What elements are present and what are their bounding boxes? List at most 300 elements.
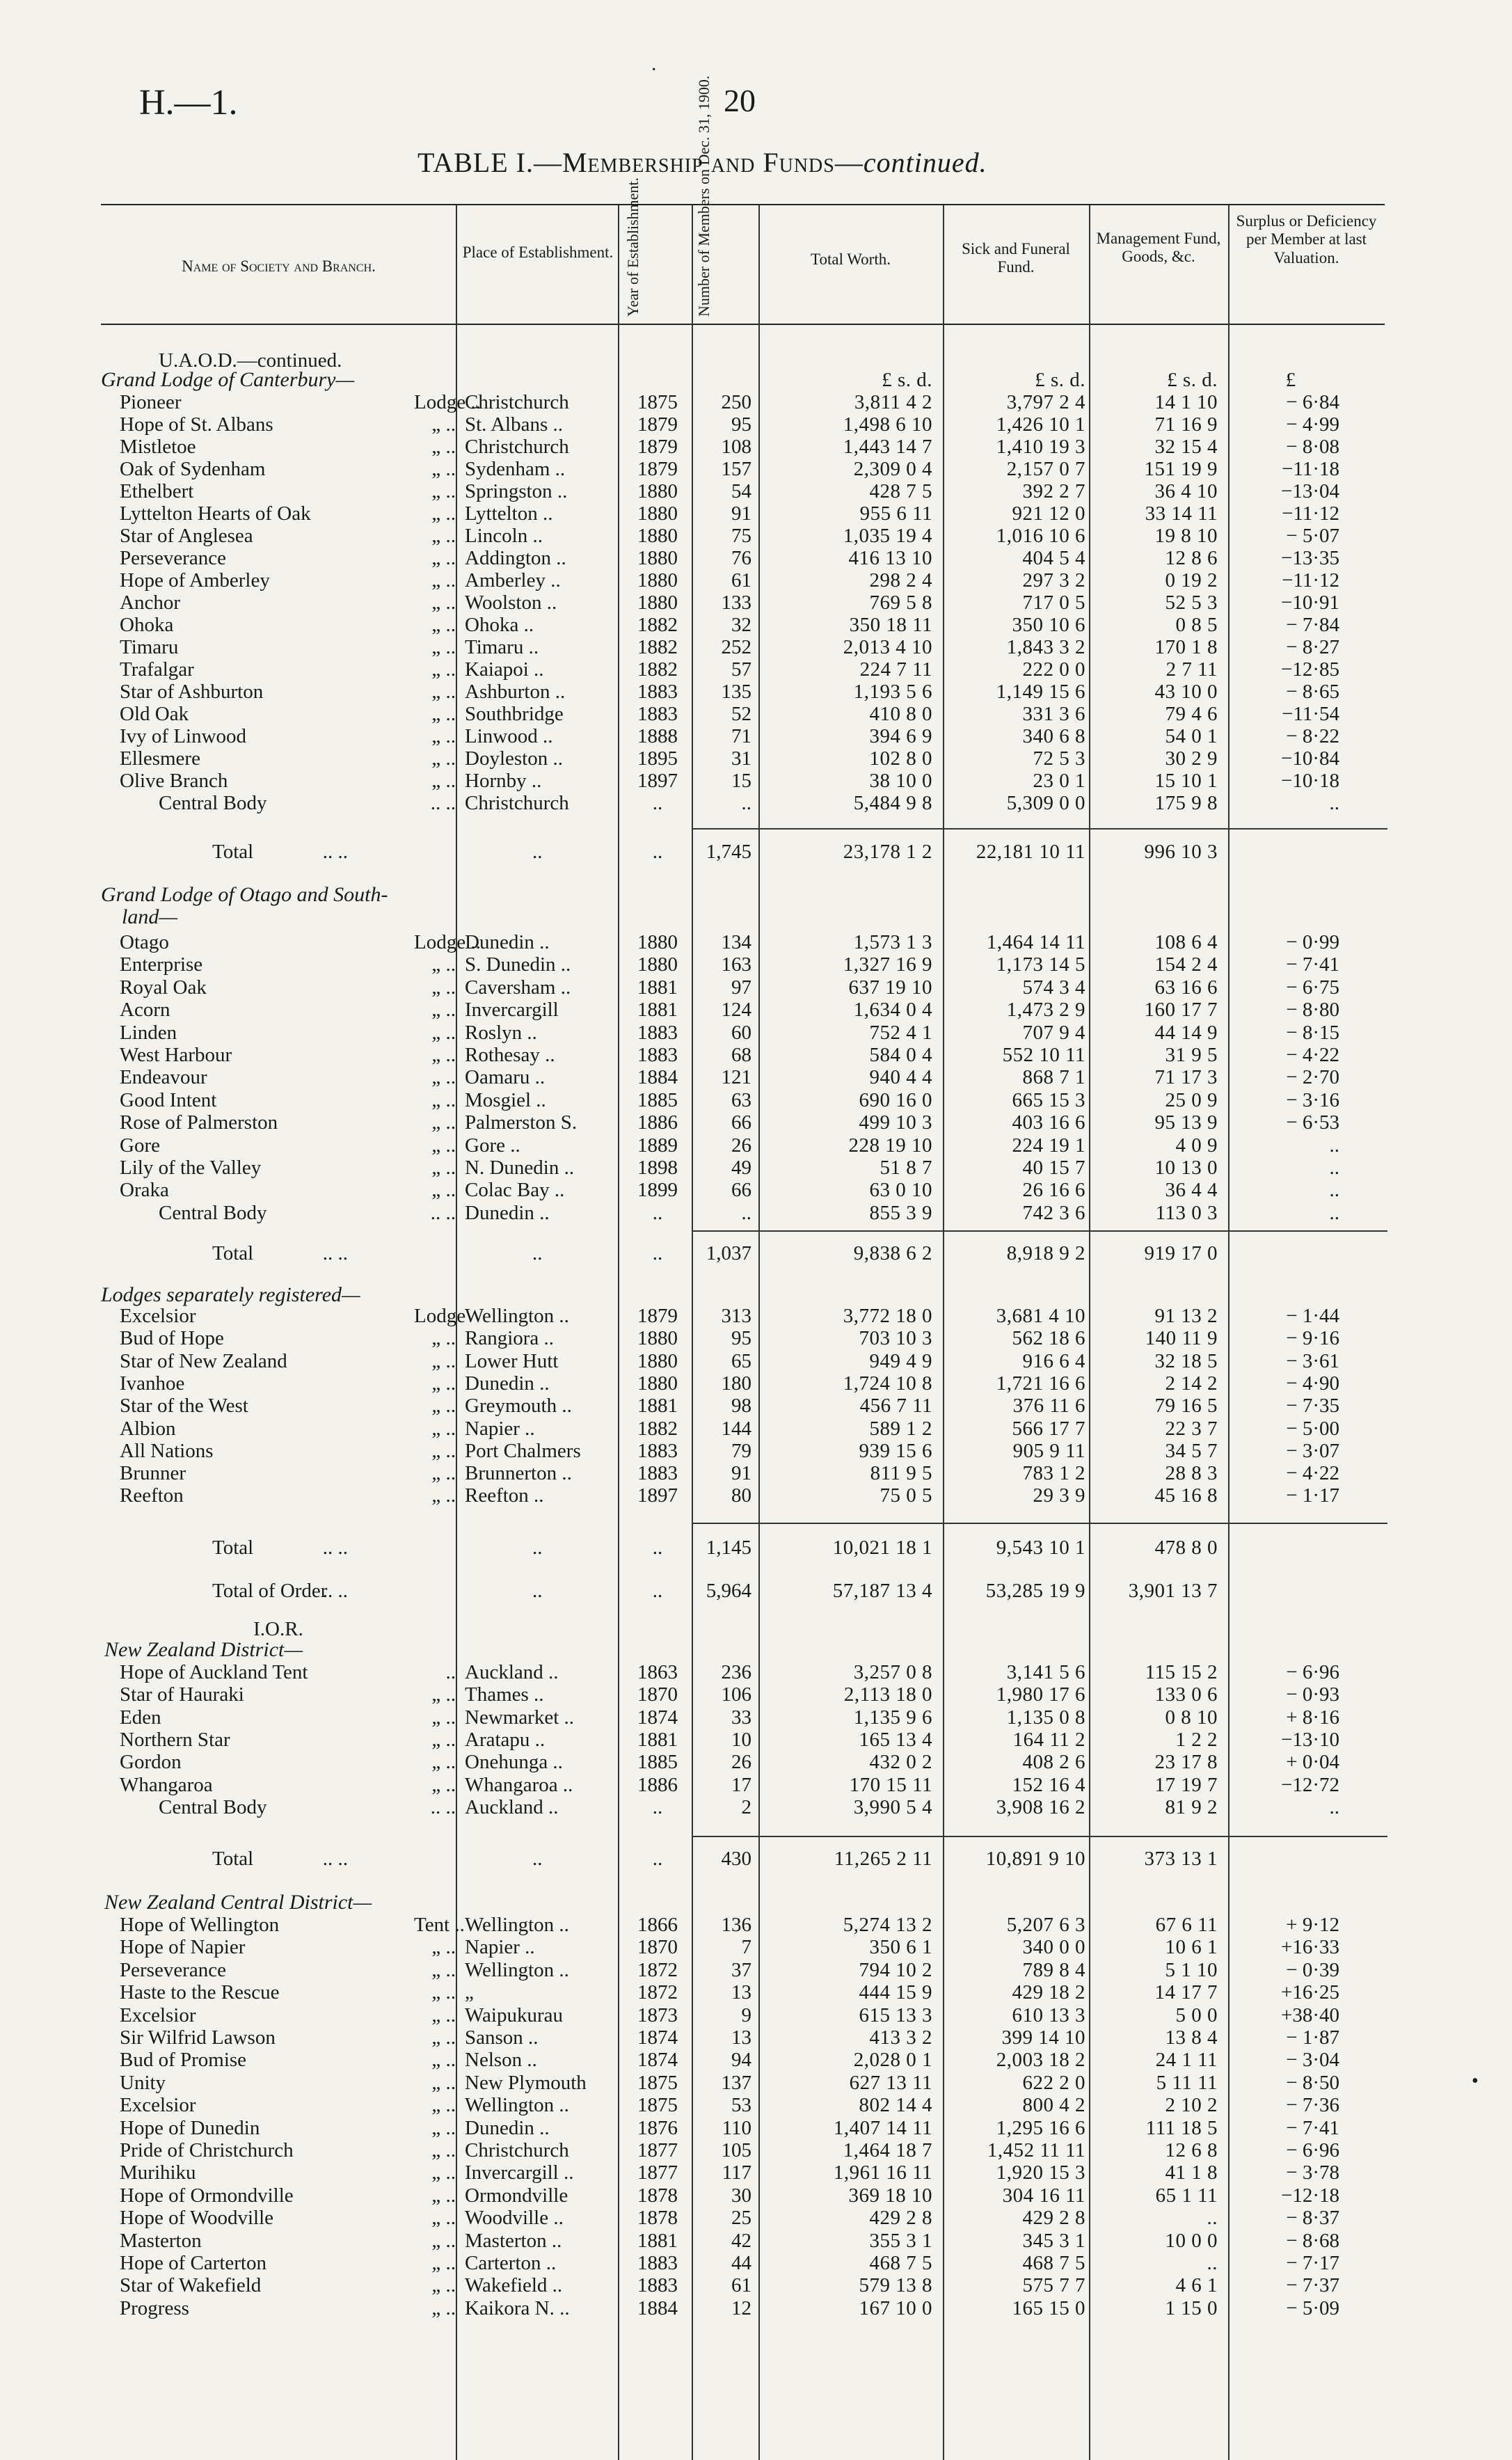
sick-funeral-fund: 2,157 0 7	[1006, 458, 1085, 480]
name-suffix: „ ..	[431, 1417, 456, 1440]
total-worth: 752 4 1	[869, 1021, 932, 1044]
society-name: Olive Branch	[120, 770, 228, 792]
total-row	[0, 841, 1512, 863]
management-fund: 79 16 5	[1154, 1395, 1218, 1418]
society-name: Murihiku	[120, 2161, 196, 2184]
name-suffix: „ ..	[431, 1773, 456, 1796]
total-worth: 1,573 1 3	[853, 931, 932, 953]
table-row	[0, 1134, 1512, 1157]
surplus-deficiency: − 8·08	[1286, 436, 1339, 458]
society-name: Excelsior	[120, 2003, 196, 2026]
total-worth: 63 0 10	[869, 1179, 932, 1202]
year-established: ..	[652, 1201, 663, 1224]
surplus-deficiency: − 7·41	[1286, 2116, 1339, 2139]
society-name: Hope of Amberley	[120, 569, 270, 592]
total-label: Total	[212, 1848, 254, 1870]
member-count: 136	[721, 1914, 751, 1936]
place-of-establishment: New Plymouth	[465, 2071, 587, 2094]
place-of-establishment: Springston ..	[465, 480, 568, 502]
member-count: 54	[731, 480, 751, 502]
sick-funeral-fund: 224 19 1	[1012, 1134, 1085, 1157]
name-suffix: „ ..	[431, 436, 456, 458]
name-suffix: „ ..	[431, 999, 456, 1022]
name-suffix: „ ..	[431, 1462, 456, 1485]
total-sick-fund: 9,543 10 1	[996, 1537, 1085, 1559]
society-name: Hope of St. Albans	[120, 413, 273, 436]
total-mgmt-fund: 373 13 1	[1144, 1848, 1218, 1870]
place-of-establishment: Woodville ..	[465, 2207, 564, 2230]
total-worth: 11,265 2 11	[834, 1848, 932, 1870]
society-name: Lyttelton Hearts of Oak	[120, 502, 311, 525]
sick-funeral-fund: 783 1 2	[1022, 1462, 1085, 1485]
total-worth: 57,187 13 4	[832, 1580, 932, 1602]
surplus-deficiency: ..	[1329, 1157, 1339, 1179]
management-fund: 14 1 10	[1154, 391, 1218, 413]
col-head-mgmt-fund: Management Fund, Goods, &c.	[1096, 230, 1221, 266]
year-established: 1885	[637, 1751, 678, 1774]
name-suffix: „ ..	[431, 681, 456, 703]
member-count: 91	[731, 502, 751, 525]
total-worth: 5,484 9 8	[853, 792, 932, 814]
sick-funeral-fund: 376 11 6	[1012, 1395, 1085, 1418]
col-head-year: Year of Establishment.	[624, 177, 642, 317]
name-suffix: „ ..	[431, 592, 456, 614]
total-worth: 855 3 9	[869, 1201, 932, 1224]
total-worth: 627 13 11	[849, 2071, 932, 2094]
society-name: Anchor	[120, 592, 180, 614]
name-suffix: „ ..	[431, 1958, 456, 1981]
sick-funeral-fund: 297 3 2	[1022, 569, 1085, 592]
society-name: Whangaroa	[120, 1773, 213, 1796]
total-dots: .. ..	[322, 1848, 348, 1870]
name-suffix: „ ..	[431, 2296, 456, 2319]
surplus-deficiency: − 0·93	[1286, 1683, 1339, 1706]
society-name: Ethelbert	[120, 480, 194, 502]
member-count: 106	[721, 1683, 751, 1706]
surplus-deficiency: −13·10	[1280, 1728, 1339, 1751]
surplus-deficiency: − 2·70	[1286, 1066, 1339, 1089]
total-worth: 432 0 2	[869, 1751, 932, 1774]
name-suffix: „ ..	[431, 2161, 456, 2184]
year-established: 1879	[637, 458, 678, 480]
surplus-deficiency: − 7·17	[1286, 2252, 1339, 2274]
management-fund: 36 4 4	[1165, 1179, 1218, 1202]
name-suffix: „ ..	[431, 1395, 456, 1418]
society-name: Star of Ashburton	[120, 681, 264, 703]
table-row	[0, 1418, 1512, 1440]
year-established: 1883	[637, 681, 678, 703]
place-of-establishment: Kaikora N. ..	[465, 2296, 570, 2319]
table-row	[0, 976, 1512, 999]
management-fund: 0 8 5	[1175, 614, 1218, 636]
table-row	[0, 1936, 1512, 1958]
total-place: ..	[532, 1242, 543, 1264]
year-established: 1883	[637, 1044, 678, 1066]
year-established: 1889	[637, 1134, 678, 1157]
surplus-deficiency: − 7·36	[1286, 2094, 1339, 2117]
sick-funeral-fund: 566 17 7	[1012, 1417, 1085, 1440]
total-worth: 23,178 1 2	[843, 841, 932, 863]
otago-total-rule	[692, 1230, 1387, 1232]
member-count: 44	[731, 2252, 751, 2274]
table-row	[0, 2026, 1512, 2049]
place-of-establishment: Whangaroa ..	[465, 1773, 573, 1796]
society-name: Star of Wakefield	[120, 2274, 262, 2297]
surplus-deficiency: − 6·84	[1286, 391, 1339, 413]
management-fund: 19 8 10	[1154, 525, 1218, 547]
title-prefix: TABLE I.—	[417, 147, 562, 178]
year-established: 1898	[637, 1157, 678, 1179]
place-of-establishment: Woolston ..	[465, 592, 557, 614]
total-row	[0, 1580, 1512, 1602]
total-worth: 637 19 10	[848, 976, 932, 999]
place-of-establishment: Mosgiel ..	[465, 1088, 546, 1111]
member-count: 134	[721, 931, 751, 953]
year-established: 1881	[637, 1395, 678, 1418]
table-row	[0, 1959, 1512, 1981]
place-of-establishment: Hornby ..	[465, 770, 542, 792]
society-name: Star of New Zealand	[120, 1349, 287, 1372]
management-fund: 2 14 2	[1165, 1372, 1218, 1395]
year-established: 1881	[637, 976, 678, 999]
society-name: Pride of Christchurch	[120, 2139, 294, 2161]
society-name: Hope of Napier	[120, 1936, 246, 1959]
year-established: 1882	[637, 1417, 678, 1440]
member-count: 94	[731, 2049, 751, 2072]
name-suffix: „ ..	[431, 747, 456, 770]
management-fund: 36 4 10	[1154, 480, 1218, 502]
total-worth: 369 18 10	[848, 2184, 932, 2207]
surplus-deficiency: − 8·50	[1286, 2071, 1339, 2094]
year-established: 1880	[637, 931, 678, 953]
surplus-deficiency: − 0·39	[1286, 1958, 1339, 1981]
management-fund: 41 1 8	[1165, 2161, 1218, 2184]
total-worth: 5,274 13 2	[843, 1914, 932, 1936]
year-established: 1875	[637, 2094, 678, 2117]
total-worth: 468 7 5	[869, 2252, 932, 2274]
surplus-deficiency: − 6·53	[1286, 1111, 1339, 1134]
ior-heading-row	[0, 1618, 1512, 1640]
sick-funeral-fund: 868 7 1	[1022, 1066, 1085, 1089]
member-count: 61	[731, 569, 751, 592]
total-year: ..	[652, 1580, 663, 1602]
surplus-deficiency: − 8·27	[1286, 636, 1339, 658]
management-fund: 33 14 11	[1145, 502, 1218, 525]
society-name: Bud of Promise	[120, 2049, 247, 2072]
member-count: 15	[731, 770, 751, 792]
surplus-deficiency: − 6·96	[1286, 1661, 1339, 1683]
place-of-establishment: Lincoln ..	[465, 525, 543, 547]
table-row	[0, 636, 1512, 658]
member-count: 9	[741, 2003, 751, 2026]
total-sick-fund: 53,285 19 9	[985, 1580, 1085, 1602]
place-of-establishment: Carterton ..	[465, 2252, 557, 2274]
name-suffix: „ ..	[431, 525, 456, 547]
name-suffix: „ ..	[431, 953, 456, 976]
year-established: 1863	[637, 1661, 678, 1683]
report-code: H.—1.	[139, 83, 238, 122]
place-of-establishment: Lower Hutt	[465, 1349, 559, 1372]
table-row	[0, 2072, 1512, 2094]
surplus-deficiency: − 8·37	[1286, 2207, 1339, 2230]
management-fund: 1 2 2	[1175, 1728, 1218, 1751]
year-established: 1879	[637, 436, 678, 458]
management-fund: 10 13 0	[1154, 1157, 1218, 1179]
sick-funeral-fund: 29 3 9	[1033, 1484, 1085, 1507]
society-name: Hope of Wellington	[120, 1914, 280, 1936]
society-name: Hope of Dunedin	[120, 2116, 260, 2139]
year-established: 1880	[637, 1327, 678, 1350]
print-mark: •	[1472, 2070, 1479, 2092]
place-of-establishment: Christchurch	[465, 2139, 569, 2161]
year-established: 1899	[637, 1179, 678, 1202]
society-name: All Nations	[120, 1439, 214, 1462]
surplus-deficiency: ..	[1329, 1134, 1339, 1157]
total-label: Total of Order	[212, 1580, 328, 1602]
place-of-establishment: Christchurch	[465, 792, 569, 814]
place-of-establishment: Thames ..	[465, 1683, 544, 1706]
member-count: 33	[731, 1706, 751, 1729]
member-count: 121	[721, 1066, 751, 1089]
year-established: 1883	[637, 1021, 678, 1044]
sick-funeral-fund: 1,016 10 6	[996, 525, 1085, 547]
total-mgmt-fund: 919 17 0	[1144, 1242, 1218, 1264]
year-established: 1872	[637, 1981, 678, 2004]
place-of-establishment: St. Albans ..	[465, 413, 563, 436]
total-worth: 2,013 4 10	[843, 636, 932, 658]
sick-funeral-fund: 1,426 10 1	[996, 413, 1085, 436]
place-of-establishment: S. Dunedin ..	[465, 953, 571, 976]
name-suffix: „ ..	[431, 1021, 456, 1044]
col-head-name: Name of Society and Branch.	[182, 257, 376, 275]
sick-funeral-fund: 707 9 4	[1022, 1021, 1085, 1044]
total-place: ..	[532, 841, 543, 863]
page-number: 20	[724, 83, 756, 118]
total-worth: 802 14 4	[859, 2094, 932, 2117]
year-established: 1875	[637, 2071, 678, 2094]
table-row	[0, 1484, 1512, 1507]
total-worth: 2,309 0 4	[853, 458, 932, 480]
year-established: 1885	[637, 1088, 678, 1111]
total-worth: 584 0 4	[869, 1044, 932, 1066]
ior-heading: I.O.R.	[253, 1618, 303, 1640]
units-surplus: £	[1285, 369, 1296, 391]
management-fund: 63 16 6	[1154, 976, 1218, 999]
year-established: 1883	[637, 703, 678, 725]
year-established: 1882	[637, 636, 678, 658]
place-of-establishment: Christchurch	[465, 436, 569, 458]
year-established: 1897	[637, 1484, 678, 1507]
member-count: 250	[721, 391, 751, 413]
total-worth: 224 7 11	[859, 658, 932, 681]
units-mgmt: £ s. d.	[1167, 369, 1218, 391]
total-dots: .. ..	[322, 1580, 348, 1602]
society-name: Ohoka	[120, 614, 174, 636]
name-suffix: „ ..	[431, 1372, 456, 1395]
name-suffix: „ ..	[431, 725, 456, 747]
year-established: 1879	[637, 1305, 678, 1327]
sick-funeral-fund: 165 15 0	[1012, 2296, 1085, 2319]
surplus-deficiency: − 8·15	[1286, 1021, 1339, 1044]
member-count: 68	[731, 1044, 751, 1066]
year-established: 1881	[637, 999, 678, 1022]
place-of-establishment: Napier ..	[465, 1417, 535, 1440]
surplus-deficiency: −12·72	[1280, 1773, 1339, 1796]
total-worth: 811 9 5	[870, 1462, 932, 1485]
name-suffix: „ ..	[431, 569, 456, 592]
total-worth: 3,811 4 2	[854, 391, 932, 413]
table-row	[0, 2094, 1512, 2116]
member-count: 97	[731, 976, 751, 999]
member-count: 110	[722, 2116, 751, 2139]
name-suffix: Lodge	[414, 1305, 466, 1327]
surplus-deficiency: − 8·22	[1286, 725, 1339, 747]
surplus-deficiency: − 0·99	[1286, 931, 1339, 953]
member-count: 137	[721, 2071, 751, 2094]
year-established: 1880	[637, 502, 678, 525]
management-fund: 4 6 1	[1175, 2274, 1218, 2297]
total-worth: 3,990 5 4	[853, 1795, 932, 1818]
year-established: 1884	[637, 2296, 678, 2319]
year-established: 1884	[637, 1066, 678, 1089]
table-row	[0, 547, 1512, 569]
member-count: 91	[731, 1462, 751, 1485]
table-row	[0, 1914, 1512, 1936]
management-fund: 151 19 9	[1144, 458, 1218, 480]
units-worth: £ s. d.	[882, 369, 932, 391]
sick-funeral-fund: 392 2 7	[1022, 480, 1085, 502]
table-row	[0, 2184, 1512, 2207]
surplus-deficiency: ..	[1329, 1179, 1339, 1202]
society-name: Eden	[120, 1706, 161, 1729]
member-count: 98	[731, 1395, 751, 1418]
place-of-establishment: Rothesay ..	[465, 1044, 555, 1066]
place-of-establishment: Amberley ..	[465, 569, 561, 592]
table-row	[0, 703, 1512, 725]
place-of-establishment: Oamaru ..	[465, 1066, 546, 1089]
table-row	[0, 1044, 1512, 1066]
member-count: 17	[731, 1773, 751, 1796]
total-dots: .. ..	[322, 1537, 348, 1559]
total-sick-fund: 22,181 10 11	[976, 841, 1085, 863]
surplus-deficiency: − 1·17	[1286, 1484, 1339, 1507]
year-established: 1873	[637, 2003, 678, 2026]
place-of-establishment: Waipukurau	[465, 2003, 564, 2026]
management-fund: 170 1 8	[1154, 636, 1218, 658]
total-members: 1,037	[706, 1242, 751, 1264]
name-suffix: Tent ..	[414, 1914, 465, 1936]
member-count: 133	[721, 592, 751, 614]
member-count: 144	[721, 1417, 751, 1440]
sick-funeral-fund: 404 5 4	[1022, 547, 1085, 569]
col-head-total-worth: Total Worth.	[811, 251, 891, 268]
table-row	[0, 1111, 1512, 1134]
society-name: Central Body	[159, 1795, 267, 1818]
year-established: 1883	[637, 1462, 678, 1485]
society-name: Gore	[120, 1134, 160, 1157]
name-suffix: „ ..	[431, 976, 456, 999]
place-of-establishment: Invercargill	[465, 999, 559, 1022]
year-established: 1897	[637, 770, 678, 792]
management-fund: 5 11 11	[1156, 2071, 1218, 2094]
name-suffix: „ ..	[431, 413, 456, 436]
sick-funeral-fund: 23 0 1	[1033, 770, 1085, 792]
member-count: 49	[731, 1157, 751, 1179]
place-of-establishment: Aratapu ..	[465, 1728, 546, 1751]
place-of-establishment: N. Dunedin ..	[465, 1157, 575, 1179]
member-count: ..	[741, 792, 751, 814]
year-established: ..	[652, 1795, 663, 1818]
table-row	[0, 458, 1512, 480]
management-fund: 10 6 1	[1165, 1936, 1218, 1959]
member-count: 10	[731, 1728, 751, 1751]
name-suffix: .. ..	[430, 1201, 456, 1224]
name-suffix: „ ..	[431, 1179, 456, 1202]
total-worth: 416 13 10	[848, 547, 932, 569]
sick-funeral-fund: 3,681 4 10	[996, 1305, 1085, 1327]
year-established: 1880	[637, 1372, 678, 1395]
surplus-deficiency: ..	[1329, 1795, 1339, 1818]
surplus-deficiency: − 3·04	[1286, 2049, 1339, 2072]
member-count: 60	[731, 1021, 751, 1044]
year-established: 1883	[637, 2252, 678, 2274]
sick-funeral-fund: 468 7 5	[1022, 2252, 1085, 2274]
name-suffix: „ ..	[431, 1157, 456, 1179]
year-established: 1877	[637, 2161, 678, 2184]
sick-funeral-fund: 1,920 15 3	[996, 2161, 1085, 2184]
management-fund: 32 18 5	[1154, 1349, 1218, 1372]
sick-funeral-fund: 1,473 2 9	[1006, 999, 1085, 1022]
name-suffix: „ ..	[431, 1683, 456, 1706]
place-of-establishment: Rangiora ..	[465, 1327, 555, 1350]
member-count: 76	[731, 547, 751, 569]
units-sick: £ s. d.	[1035, 369, 1085, 391]
total-sick-fund: 8,918 9 2	[1006, 1242, 1085, 1264]
place-of-establishment: Addington ..	[465, 547, 566, 569]
total-worth: 355 3 1	[869, 2229, 932, 2252]
surplus-deficiency: − 4·99	[1286, 413, 1339, 436]
section-otago-line2: land—	[122, 905, 178, 928]
surplus-deficiency: −11·54	[1282, 703, 1339, 725]
management-fund: 13 8 4	[1165, 2026, 1218, 2049]
place-of-establishment: Wellington ..	[465, 1958, 569, 1981]
name-suffix: „ ..	[431, 1439, 456, 1462]
surplus-deficiency: −10·84	[1280, 747, 1339, 770]
member-count: 32	[731, 614, 751, 636]
total-worth: 51 8 7	[880, 1157, 932, 1179]
management-fund: 12 8 6	[1165, 547, 1218, 569]
management-fund: 113 0 3	[1155, 1201, 1218, 1224]
total-worth: 1,035 19 4	[843, 525, 932, 547]
member-count: 53	[731, 2094, 751, 2117]
total-year: ..	[652, 1242, 663, 1264]
table-row	[0, 2274, 1512, 2296]
year-established: 1870	[637, 1683, 678, 1706]
member-count: 236	[721, 1661, 751, 1683]
management-fund: 45 16 8	[1154, 1484, 1218, 1507]
surplus-deficiency: − 9·16	[1286, 1327, 1339, 1350]
management-fund: 17 19 7	[1154, 1773, 1218, 1796]
surplus-deficiency: − 1·44	[1286, 1305, 1339, 1327]
table-row	[0, 2252, 1512, 2274]
surplus-deficiency: − 7·37	[1286, 2274, 1339, 2297]
sick-funeral-fund: 152 16 4	[1012, 1773, 1085, 1796]
place-of-establishment: Onehunga ..	[465, 1751, 563, 1774]
total-worth: 1,634 0 4	[853, 999, 932, 1022]
table-row	[0, 1706, 1512, 1729]
total-worth: 769 5 8	[869, 592, 932, 614]
table-row	[0, 2049, 1512, 2071]
